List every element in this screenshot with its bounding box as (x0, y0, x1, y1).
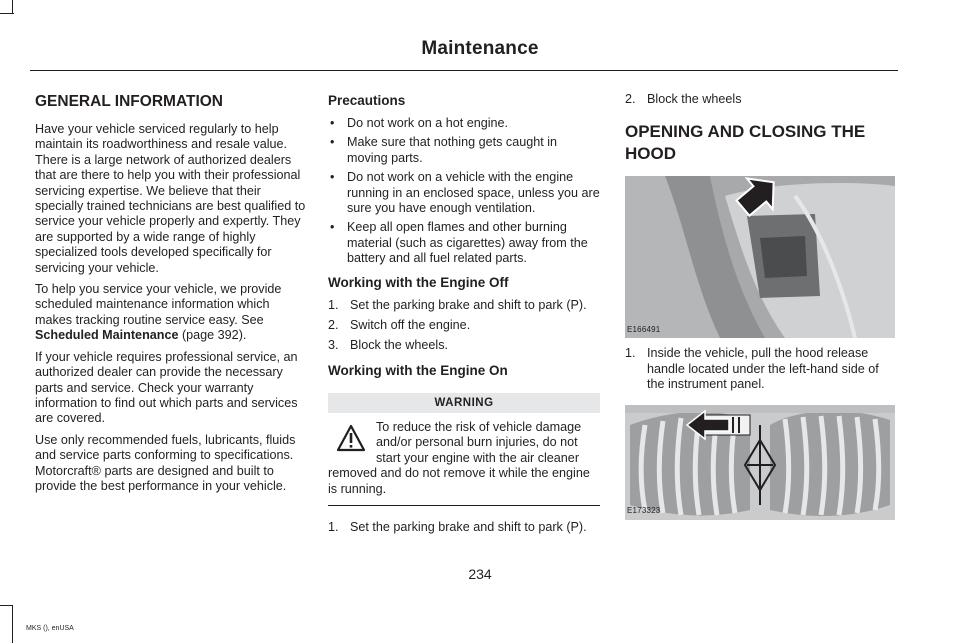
column-hood (625, 92, 897, 528)
precautions-list (328, 116, 600, 267)
engine-off-heading: Working with the Engine Off (328, 274, 509, 290)
page-reference: (page 392). (178, 328, 247, 343)
warning-triangle-icon (336, 424, 366, 452)
grille-figure (625, 405, 895, 520)
hood-steps (625, 346, 897, 392)
step-number: 2. (328, 318, 339, 333)
warning-body (328, 413, 600, 506)
step-text: Block the wheels (647, 92, 742, 106)
list-item-text: Keep all open flames and other burning material (such as cigarettes) away from the battery and all fuel related parts. (347, 220, 588, 266)
step-text: Inside the vehicle, pull the hood release handle located under the left-hand side of the instrument panel. (647, 346, 879, 392)
bullet-icon: • (330, 220, 335, 235)
crop-mark-top-left-v (12, 0, 13, 14)
scheduled-maintenance-link[interactable]: Scheduled Maintenance (35, 328, 179, 343)
step-text: Set the parking brake and shift to park (P). (350, 297, 587, 312)
crop-mark-bottom-left-v (12, 605, 13, 643)
warning-label: WARNING (328, 393, 600, 413)
column-precautions (328, 92, 600, 543)
list-item-text: Do not work on a vehicle with the engine running in an enclosed space, unless you are sure you have enough ventilation. (347, 170, 600, 216)
wheel-step (625, 92, 897, 107)
crop-mark-top-left-h (0, 13, 14, 14)
header-rule (30, 70, 898, 71)
figure-code: E166491 (627, 325, 661, 334)
figure-code: E173323 (627, 506, 661, 516)
paragraph-servicing: Have your vehicle serviced regularly to help maintain its roadworthiness and resale value. There is a large network of authorized dealers that are there to help you with their professional servicing expertise. We believe that their specially trained technicians are best qualified to service your vehicle properly and expertly. They are supported by a wide range of highly specialized tools developed specifically for servicing your vehicle. (35, 122, 306, 275)
footer-label: MKS (), enUSA (26, 625, 74, 632)
paragraph-professional-service: If your vehicle requires professional service, an authorized dealer can provide the necessary parts and service. Check your warranty information to find out which parts and services are covered. (35, 349, 298, 426)
list-item (625, 346, 897, 392)
list-item (328, 170, 600, 216)
step-text: Switch off the engine. (350, 318, 471, 333)
step-number: 2. (625, 92, 636, 106)
page-number: 234 (468, 566, 492, 582)
grille-illustration (625, 405, 895, 520)
bullet-icon: • (330, 135, 335, 150)
list-item-text: Make sure that nothing gets caught in moving parts. (347, 135, 558, 165)
list-item-text: Do not work on a hot engine. (347, 116, 509, 130)
step-number: 1. (625, 346, 636, 361)
list-item (328, 220, 600, 266)
crop-mark-bottom-left-h (0, 605, 13, 606)
step-number: 3. (328, 338, 339, 353)
engine-on-heading: Working with the Engine On (328, 362, 508, 378)
list-item (328, 135, 600, 166)
bullet-icon: • (330, 170, 335, 185)
step-text: Set the parking brake and shift to park (P). (350, 519, 587, 534)
hood-release-figure (625, 176, 895, 338)
scheduled-text: To help you service your vehicle, we provide scheduled maintenance information which makes tracking routine service easy. See (35, 282, 282, 327)
list-item (328, 520, 600, 535)
paragraph-recommended-parts: Use only recommended fuels, lubricants, fluids and service parts conforming to specifications. Motorcraft® parts are designed and built to provide the best performance in your vehicle. (35, 432, 296, 493)
precautions-heading: Precautions (328, 93, 406, 108)
list-item (328, 116, 600, 131)
general-information-heading: GENERAL INFORMATION (35, 93, 224, 110)
step-number: 1. (328, 297, 339, 312)
hood-heading: OPENING AND CLOSING THE HOOD (625, 122, 866, 164)
list-item (328, 298, 600, 313)
warning-box (328, 393, 600, 506)
page-title: Maintenance (421, 38, 539, 59)
list-item (328, 338, 600, 353)
hood-release-illustration (625, 176, 895, 338)
step-number: 1. (328, 519, 339, 534)
step-text: Block the wheels. (350, 338, 449, 353)
list-item (625, 92, 897, 107)
list-item (328, 318, 600, 333)
paragraph-scheduled-maintenance (35, 282, 307, 344)
engine-off-steps (328, 298, 600, 354)
column-general-information (35, 92, 307, 500)
engine-on-steps (328, 520, 600, 535)
warning-text: To reduce the risk of vehicle damage and/or personal burn injuries, do not start your engine with the air cleaner removed and do not remove it while the engine is running. (328, 419, 590, 496)
bullet-icon: • (330, 116, 335, 130)
